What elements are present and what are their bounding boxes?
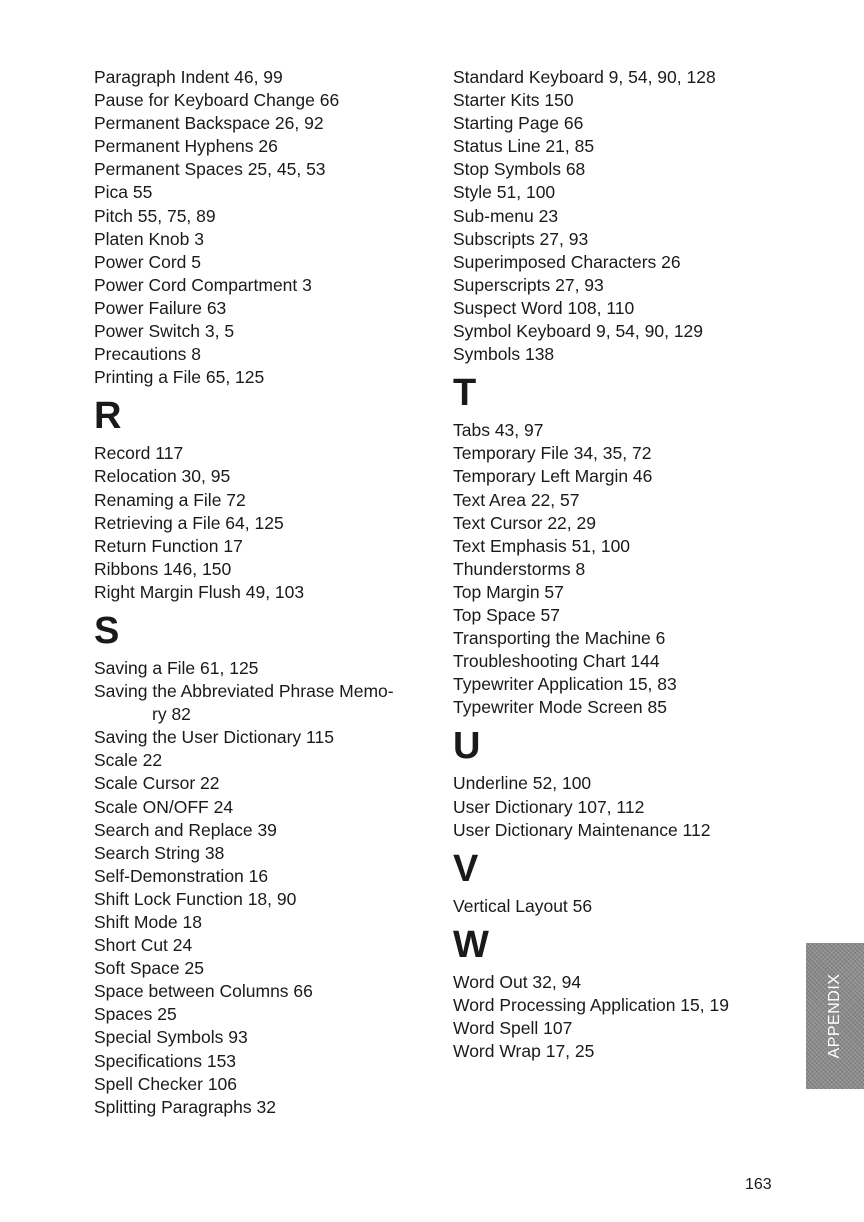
index-entry: Typewriter Mode Screen 85 [453, 697, 667, 718]
index-entry: Power Failure 63 [94, 297, 227, 318]
index-section-letter: T [453, 372, 477, 415]
index-entry: Thunderstorms 8 [453, 558, 586, 579]
index-entry: Temporary File 34, 35, 72 [453, 443, 652, 464]
index-entry: Permanent Hyphens 26 [94, 136, 278, 157]
index-entry: Word Wrap 17, 25 [453, 1041, 595, 1062]
index-entry: Status Line 21, 85 [453, 136, 595, 157]
index-entry: Right Margin Flush 49, 103 [94, 581, 305, 602]
index-entry: Troubleshooting Chart 144 [453, 651, 660, 672]
index-column-left [94, 66, 434, 1119]
index-entry: Pitch 55, 75, 89 [94, 205, 216, 226]
index-entry: Special Symbols 93 [94, 1027, 248, 1048]
index-entry: Starting Page 66 [453, 113, 584, 134]
index-entry: Splitting Paragraphs 32 [94, 1096, 276, 1117]
index-entry: Search and Replace 39 [94, 819, 277, 840]
index-entry: Tabs 43, 97 [453, 420, 544, 441]
index-entry: Ribbons 146, 150 [94, 558, 232, 579]
index-entry: Scale Cursor 22 [94, 773, 220, 794]
index-entry: Standard Keyboard 9, 54, 90, 128 [453, 67, 716, 87]
index-entry: Shift Lock Function 18, 90 [94, 888, 297, 909]
index-entry: Vertical Layout 56 [453, 895, 593, 916]
index-entry: Typewriter Application 15, 83 [453, 674, 677, 695]
index-entry: Permanent Spaces 25, 45, 53 [94, 159, 326, 180]
index-column-right [453, 66, 793, 1063]
index-entry: Platen Knob 3 [94, 228, 204, 249]
index-entry-continuation: ry 82 [152, 704, 191, 725]
index-entry: Underline 52, 100 [453, 773, 592, 794]
index-entry: Text Cursor 22, 29 [453, 512, 596, 533]
index-entry: Text Area 22, 57 [453, 489, 580, 510]
index-entry: Permanent Backspace 26, 92 [94, 113, 324, 134]
index-entry: Top Space 57 [453, 604, 561, 625]
index-entry: Word Out 32, 94 [453, 971, 582, 992]
index-entry: Stop Symbols 68 [453, 159, 586, 180]
index-entry: Precautions 8 [94, 344, 202, 365]
appendix-tab [806, 943, 864, 1089]
index-entry: Subscripts 27, 93 [453, 228, 589, 249]
index-entry: Symbol Keyboard 9, 54, 90, 129 [453, 321, 704, 342]
index-entry: Power Cord Compartment 3 [94, 274, 312, 295]
index-entry: Soft Space 25 [94, 958, 204, 979]
index-entry: Starter Kits 150 [453, 90, 574, 111]
index-entry: Renaming a File 72 [94, 489, 246, 510]
index-entry: Text Emphasis 51, 100 [453, 535, 631, 556]
index-entry: Space between Columns 66 [94, 981, 313, 1002]
index-entry: Retrieving a File 64, 125 [94, 512, 284, 533]
index-entry: Saving the User Dictionary 115 [94, 727, 334, 748]
index-entry: Return Function 17 [94, 535, 243, 556]
index-entry: Word Processing Application 15, 19 [453, 994, 729, 1015]
index-entry: Record 117 [94, 443, 184, 464]
index-entry: Spaces 25 [94, 1004, 177, 1025]
page-number: 163 [745, 1176, 772, 1193]
appendix-tab-label: APPENDIX [826, 973, 843, 1059]
index-entry: Self-Demonstration 16 [94, 865, 269, 886]
index-entry: Top Margin 57 [453, 581, 564, 602]
index-entry: User Dictionary Maintenance 112 [453, 819, 711, 840]
index-entry: Power Cord 5 [94, 251, 201, 272]
index-section-letter: V [453, 847, 479, 890]
index-entry: Superscripts 27, 93 [453, 274, 604, 295]
index-entry: Scale 22 [94, 750, 163, 771]
index-section-letter: W [453, 923, 489, 966]
index-entry: Specifications 153 [94, 1050, 237, 1071]
index-entry: Shift Mode 18 [94, 912, 202, 932]
index-entry: Printing a File 65, 125 [94, 367, 265, 388]
index-entry: Word Spell 107 [453, 1018, 573, 1038]
index-entry: Paragraph Indent 46, 99 [94, 67, 283, 87]
index-entry: Suspect Word 108, 110 [453, 297, 635, 318]
index-entry: Short Cut 24 [94, 935, 193, 956]
index-section-letter: S [94, 609, 120, 652]
index-entry: Superimposed Characters 26 [453, 251, 681, 272]
index-entry: Temporary Left Margin 46 [453, 466, 653, 487]
index-entry: Pica 55 [94, 182, 153, 203]
index-section-letter: R [94, 395, 122, 438]
index-entry: Sub-menu 23 [453, 205, 559, 226]
index-entry: Relocation 30, 95 [94, 466, 231, 487]
index-entry: Transporting the Machine 6 [453, 628, 666, 649]
index-entry: Power Switch 3, 5 [94, 321, 235, 342]
index-entry: Search String 38 [94, 842, 225, 863]
index-entry-text: Saving the Abbreviated Phrase Memo- [94, 681, 394, 702]
index-section-letter: U [453, 725, 481, 768]
index-entry: Saving a File 61, 125 [94, 657, 259, 678]
index-entry [94, 680, 434, 726]
index-entry: Spell Checker 106 [94, 1073, 237, 1094]
index-entry: Symbols 138 [453, 344, 555, 365]
index-entry: Style 51, 100 [453, 182, 556, 203]
index-entry: Scale ON/OFF 24 [94, 796, 234, 817]
index-entry: Pause for Keyboard Change 66 [94, 90, 340, 111]
index-entry: User Dictionary 107, 112 [453, 796, 645, 817]
